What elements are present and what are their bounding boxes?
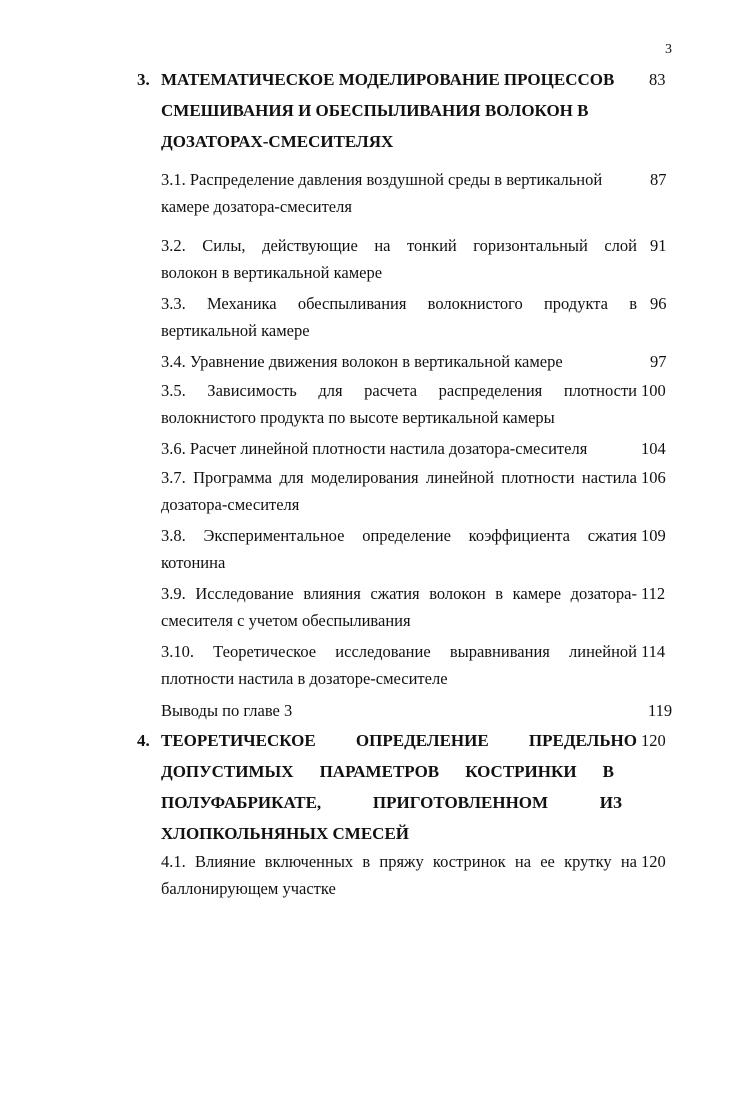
- toc-entry-3-5: [161, 377, 671, 431]
- toc-entry-line: дозатора-смесителя: [161, 495, 300, 514]
- chapter-4-entry: [137, 725, 672, 849]
- chapter-4-page: 120: [641, 731, 666, 750]
- toc-entry-page: 100: [641, 381, 666, 400]
- toc-entry-line: 3.3. Механика обеспыливания волокнистого продукта в: [161, 294, 637, 313]
- toc-entry-3-8: [161, 522, 671, 576]
- chapter-3-number: 3.: [137, 70, 150, 89]
- toc-entry-page: 96: [650, 294, 667, 313]
- toc-entry-line: волокнистого продукта по высоте вертикальной камеры: [161, 408, 555, 427]
- chapter-3-entry: [137, 64, 672, 159]
- toc-entry-line: вертикальной камере: [161, 321, 310, 340]
- toc-entry-3-4: [161, 348, 671, 375]
- toc-entry-conclusions-3: [161, 697, 671, 724]
- toc-entry-line: смесителя с учетом обеспыливания: [161, 611, 411, 630]
- toc-entry-line: 3.9. Исследование влияния сжатия волокон в камере дозатора-: [161, 584, 637, 603]
- toc-entry-page: 112: [641, 584, 666, 603]
- toc-entry-page: 109: [641, 526, 666, 545]
- toc-entry-page: 119: [648, 701, 673, 720]
- toc-entry-page: 91: [650, 236, 667, 255]
- toc-entry-3-10: [161, 638, 671, 692]
- toc-entry-3-2: [161, 232, 671, 286]
- toc-entry-line: плотности настила в дозаторе-смесителе: [161, 669, 448, 688]
- toc-entry-line: Выводы по главе 3: [161, 701, 293, 720]
- toc-entry-line: баллонирующем участке: [161, 879, 336, 898]
- toc-entry-page: 87: [650, 170, 667, 189]
- chapter-4-title-line: ТЕОРЕТИЧЕСКОЕ ОПРЕДЕЛЕНИЕ ПРЕДЕЛЬНО: [161, 731, 637, 750]
- toc-entry-line: волокон в вертикальной камере: [161, 263, 383, 282]
- toc-entry-line: 3.8. Экспериментальное определение коэффициента сжатия: [161, 526, 637, 545]
- chapter-4-title-line: ДОПУСТИМЫХ ПАРАМЕТРОВ КОСТРИНКИ В: [161, 762, 614, 781]
- toc-entry-line: 3.4. Уравнение движения волокон в вертикальной камере: [161, 352, 563, 371]
- toc-entry-line: 3.7. Программа для моделирования линейной плотности настила: [161, 468, 637, 487]
- toc-entry-page: 106: [641, 468, 666, 487]
- chapter-3-title-line: ДОЗАТОРАХ-СМЕСИТЕЛЯХ: [161, 132, 394, 151]
- toc-entry-line: 3.10. Теоретическое исследование выравнивания линейной: [161, 642, 637, 661]
- chapter-4-number: 4.: [137, 731, 150, 750]
- toc-entry-line: камере дозатора-смесителя: [161, 197, 352, 216]
- toc-entry-line: 3.6. Расчет линейной плотности настила дозатора-смесителя: [161, 439, 588, 458]
- toc-entry-line: 3.1. Распределение давления воздушной среды в вертикальной: [161, 170, 603, 189]
- toc-entry-4-1: [161, 848, 671, 902]
- chapter-3-title-line: СМЕШИВАНИЯ И ОБЕСПЫЛИВАНИЯ ВОЛОКОН В: [161, 101, 589, 120]
- toc-entry-3-6: [161, 435, 671, 462]
- toc-entry-3-7: [161, 464, 671, 518]
- toc-entry-3-9: [161, 580, 671, 634]
- toc-entry-line: 3.2. Силы, действующие на тонкий горизонтальный слой: [161, 236, 637, 255]
- toc-entry-3-3: [161, 290, 671, 344]
- toc-entry-line: 4.1. Влияние включенных в пряжу костринок на ее крутку на: [161, 852, 637, 871]
- toc-entry-line: котонина: [161, 553, 226, 572]
- toc-entry-line: 3.5. Зависимость для расчета распределения плотности: [161, 381, 637, 400]
- toc-entry-page: 97: [650, 352, 667, 371]
- chapter-4-title-line: ХЛОПКОЛЬНЯНЫХ СМЕСЕЙ: [161, 824, 410, 843]
- chapter-3-title-line: МАТЕМАТИЧЕСКОЕ МОДЕЛИРОВАНИЕ ПРОЦЕССОВ: [161, 70, 615, 89]
- toc-entry-3-1: [161, 166, 671, 220]
- chapter-3-page: 83: [649, 70, 666, 89]
- page-number: 3: [665, 42, 672, 57]
- toc-entry-page: 120: [641, 852, 666, 871]
- toc-entry-page: 104: [641, 439, 666, 458]
- chapter-4-title-line: ПОЛУФАБРИКАТЕ, ПРИГОТОВЛЕННОМ ИЗ: [161, 793, 622, 812]
- toc-entry-page: 114: [641, 642, 666, 661]
